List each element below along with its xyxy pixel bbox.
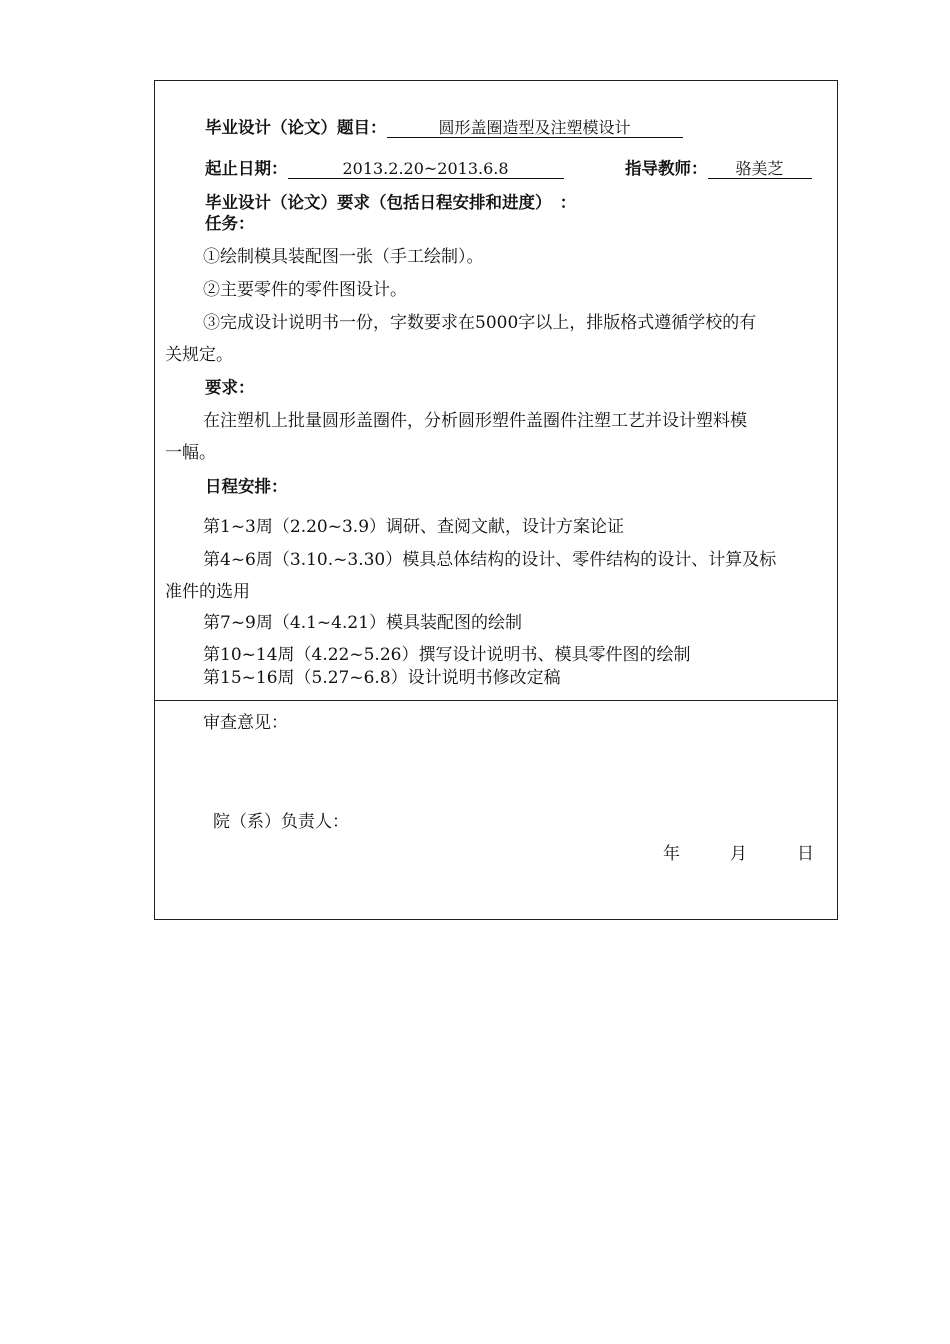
schedule-line-1: 第1~3周（2.20~3.9）调研、查阅文献，设计方案论证 — [203, 517, 625, 537]
dates-value: 2013.2.20~2013.6.8 — [288, 159, 564, 179]
schedule-line-2-cont: 准件的选用 — [165, 582, 250, 602]
advisor-label: 指导教师： — [625, 159, 708, 178]
dept-head-label: 院（系）负责人： — [213, 812, 349, 832]
dates-label: 起止日期： — [205, 159, 288, 178]
task-item-3: ③完成设计说明书一份，字数要求在5000字以上，排版格式遵循学校的有 — [203, 313, 757, 333]
task-item-3-cont: 关规定。 — [165, 345, 233, 365]
form-frame — [154, 80, 838, 920]
topic-row — [205, 118, 683, 138]
review-opinion-label: 审查意见： — [203, 713, 288, 733]
topic-label: 毕业设计（论文）题目： — [205, 118, 387, 137]
date-month: 月 — [730, 844, 747, 864]
schedule-line-3: 第7~9周（4.1~4.21）模具装配图的绘制 — [203, 613, 523, 633]
task-item-1: ①绘制模具装配图一张（手工绘制）。 — [203, 247, 484, 267]
date-year: 年 — [663, 844, 680, 864]
topic-value: 圆形盖圈造型及注塑模设计 — [387, 118, 683, 138]
date-day: 日 — [797, 844, 814, 864]
schedule-heading: 日程安排： — [205, 477, 288, 496]
schedule-line-5: 第15~16周（5.27~6.8）设计说明书修改定稿 — [203, 668, 561, 688]
advisor-row — [625, 159, 812, 179]
requirement-line-2: 一幅。 — [165, 443, 216, 463]
advisor-value: 骆美芝 — [708, 159, 812, 179]
requirement-line-1: 在注塑机上批量圆形盖圈件，分析圆形塑件盖圈件注塑工艺并设计塑料模 — [203, 411, 747, 431]
schedule-line-2: 第4~6周（3.10.~3.30）模具总体结构的设计、零件结构的设计、计算及标 — [203, 550, 777, 570]
section-divider — [155, 700, 837, 701]
task-item-2: ②主要零件的零件图设计。 — [203, 280, 407, 300]
dates-row — [205, 159, 564, 179]
requirements-heading: 毕业设计（论文）要求（包括日程安排和进度） ： — [205, 193, 577, 212]
schedule-line-4: 第10~14周（4.22~5.26）撰写设计说明书、模具零件图的绘制 — [203, 645, 691, 665]
tasks-heading: 任务： — [205, 214, 255, 233]
requirements-label: 要求： — [205, 378, 255, 397]
